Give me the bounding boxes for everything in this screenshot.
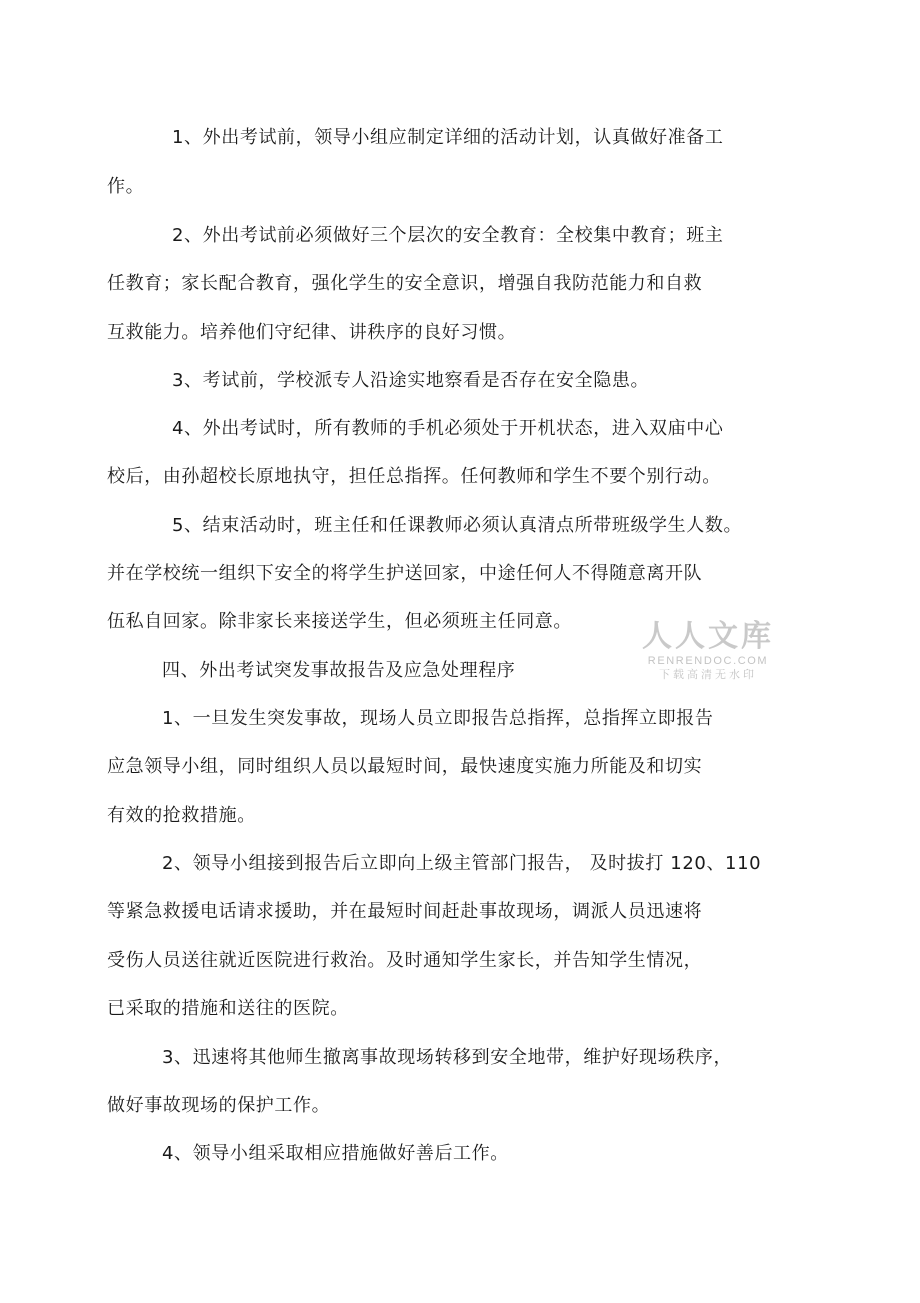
text-line: 应急领导小组，同时组织人员以最短时间，最快速度实施力所能及和切实: [107, 756, 703, 777]
section-heading: 四、外出考试突发事故报告及应急处理程序: [162, 660, 516, 681]
watermark-logo: [628, 620, 788, 682]
text-line: 有效的抢救措施。: [107, 805, 256, 826]
text-line: 4、领导小组采取相应措施做好善后工作。: [162, 1143, 509, 1164]
text-line: 受伤人员送往就近医院进行救治。及时通知学生家长，并告知学生情况，: [107, 950, 703, 971]
text-line: 任教育；家长配合教育，强化学生的安全意识，增强自我防范能力和自救: [107, 273, 703, 294]
text-line: 4、外出考试时，所有教师的手机必须处于开机状态，进入双庙中心: [172, 418, 724, 439]
watermark-url: RENRENDOC.COM: [647, 655, 769, 667]
text-line: 等紧急救援电话请求援助，并在最短时间赶赴事故现场，调派人员迅速将: [107, 901, 703, 922]
watermark-tagline: 下载高清无水印: [659, 669, 757, 681]
text-line: 校后，由孙超校长原地执守，担任总指挥。任何教师和学生不要个别行动。: [107, 466, 721, 487]
text-line: 1、外出考试前，领导小组应制定详细的活动计划，认真做好准备工: [172, 127, 724, 148]
text-line: 并在学校统一组织下安全的将学生护送回家，中途任何人不得随意离开队: [107, 563, 703, 584]
text-line: 3、迅速将其他师生撤离事故现场转移到安全地带，维护好现场秩序，: [162, 1047, 733, 1068]
text-line: 2、外出考试前必须做好三个层次的安全教育：全校集中教育；班主: [172, 225, 724, 246]
watermark-title: 人人文库: [642, 620, 774, 653]
text-line: 已采取的措施和送往的医院。: [107, 998, 349, 1019]
text-line: 5、结束活动时，班主任和任课教师必须认真清点所带班级学生人数。: [172, 515, 743, 536]
text-line: 3、考试前，学校派专人沿途实地察看是否存在安全隐患。: [172, 370, 650, 391]
text-line: 1、一旦发生突发事故，现场人员立即报告总指挥，总指挥立即报告: [162, 708, 714, 729]
text-line: 互救能力。培养他们守纪律、讲秩序的良好习惯。: [107, 322, 517, 343]
text-line: 作。: [107, 176, 145, 197]
text-line: 2、领导小组接到报告后立即向上级主管部门报告， 及时拔打 120、110: [162, 853, 762, 874]
text-line: 做好事故现场的保护工作。: [107, 1095, 331, 1116]
text-line: 伍私自回家。除非家长来接送学生，但必须班主任同意。: [107, 611, 572, 632]
